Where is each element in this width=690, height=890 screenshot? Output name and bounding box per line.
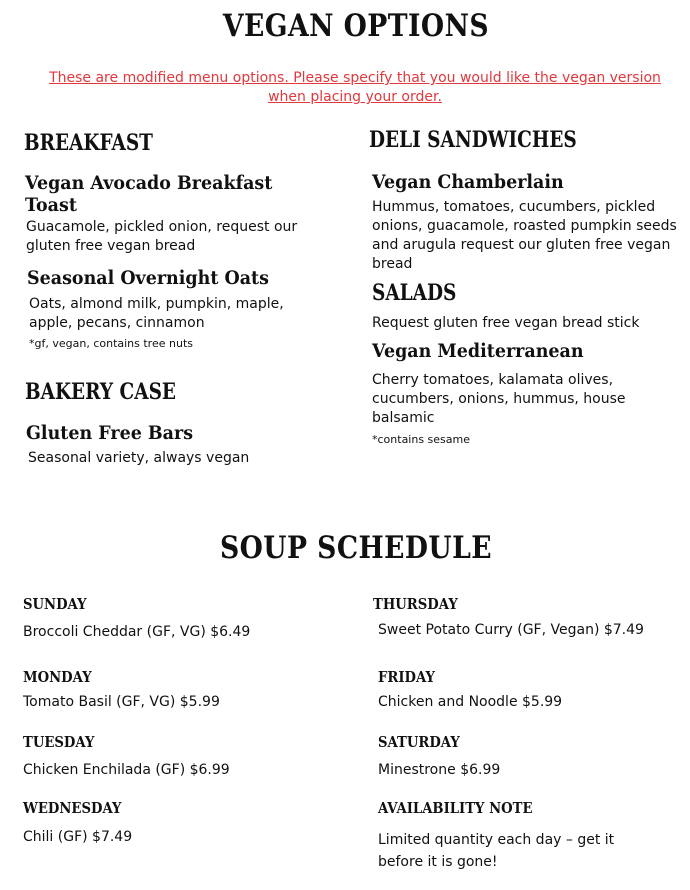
soup-entry: Chicken Enchilada (GF) $6.99 xyxy=(23,762,230,778)
menu-item-name: Seasonal Overnight Oats xyxy=(27,267,269,289)
soup-entry: Minestrone $6.99 xyxy=(378,762,501,778)
soup-schedule-title: SOUP SCHEDULE xyxy=(219,530,493,566)
soup-day: MONDAY xyxy=(23,668,92,686)
soup-day: WEDNESDAY xyxy=(23,799,122,817)
menu-item-desc: Cherry tomatoes, kalamata olives, cucumbers, onions, hummus, house balsamic xyxy=(372,372,626,426)
menu-item-desc: Seasonal variety, always vegan xyxy=(28,450,250,466)
soup-day: TUESDAY xyxy=(23,733,95,751)
section-heading-salads: SALADS xyxy=(372,280,457,306)
section-desc-salads: Request gluten free vegan bread stick xyxy=(372,315,640,331)
menu-item-desc: Guacamole, pickled onion, request our gluten free vegan bread xyxy=(26,219,298,254)
availability-heading: AVAILABILITY NOTE xyxy=(378,799,533,817)
menu-item-note: *contains sesame xyxy=(372,433,471,446)
soup-day: FRIDAY xyxy=(378,668,435,686)
soup-entry: Sweet Potato Curry (GF, Vegan) $7.49 xyxy=(378,622,644,638)
order-notice: These are modified menu options. Please specify that you would like the vegan version when placing your order. xyxy=(49,70,661,105)
soup-entry: Chicken and Noodle $5.99 xyxy=(378,694,563,710)
menu-item-name: Gluten Free Bars xyxy=(26,422,194,444)
menu-item-note: *gf, vegan, contains tree nuts xyxy=(29,337,193,350)
menu-item-desc: Hummus, tomatoes, cucumbers, pickled onions, guacamole, roasted pumpkin seeds and arugula request our gluten free vegan bread xyxy=(372,199,677,272)
section-heading-bakery: BAKERY CASE xyxy=(25,379,177,405)
soup-entry: Broccoli Cheddar (GF, VG) $6.49 xyxy=(23,624,251,640)
soup-day: SUNDAY xyxy=(23,595,87,613)
soup-entry: Chili (GF) $7.49 xyxy=(23,829,133,845)
section-heading-breakfast: BREAKFAST xyxy=(24,130,153,156)
menu-item-desc: Oats, almond milk, pumpkin, maple, apple, pecans, cinnamon xyxy=(29,296,284,331)
menu-item-name: Vegan Mediterranean xyxy=(372,340,584,362)
menu-item-name: Vegan Chamberlain xyxy=(372,171,564,193)
soup-day: SATURDAY xyxy=(378,733,460,751)
availability-text: Limited quantity each day – get it before it is gone! xyxy=(378,832,615,870)
menu-item-name: Vegan Avocado Breakfast Toast xyxy=(25,172,273,216)
soup-entry: Tomato Basil (GF, VG) $5.99 xyxy=(23,694,220,710)
soup-day: THURSDAY xyxy=(373,595,458,613)
section-heading-deli: DELI SANDWICHES xyxy=(369,127,577,153)
page-title: VEGAN OPTIONS xyxy=(222,8,490,44)
